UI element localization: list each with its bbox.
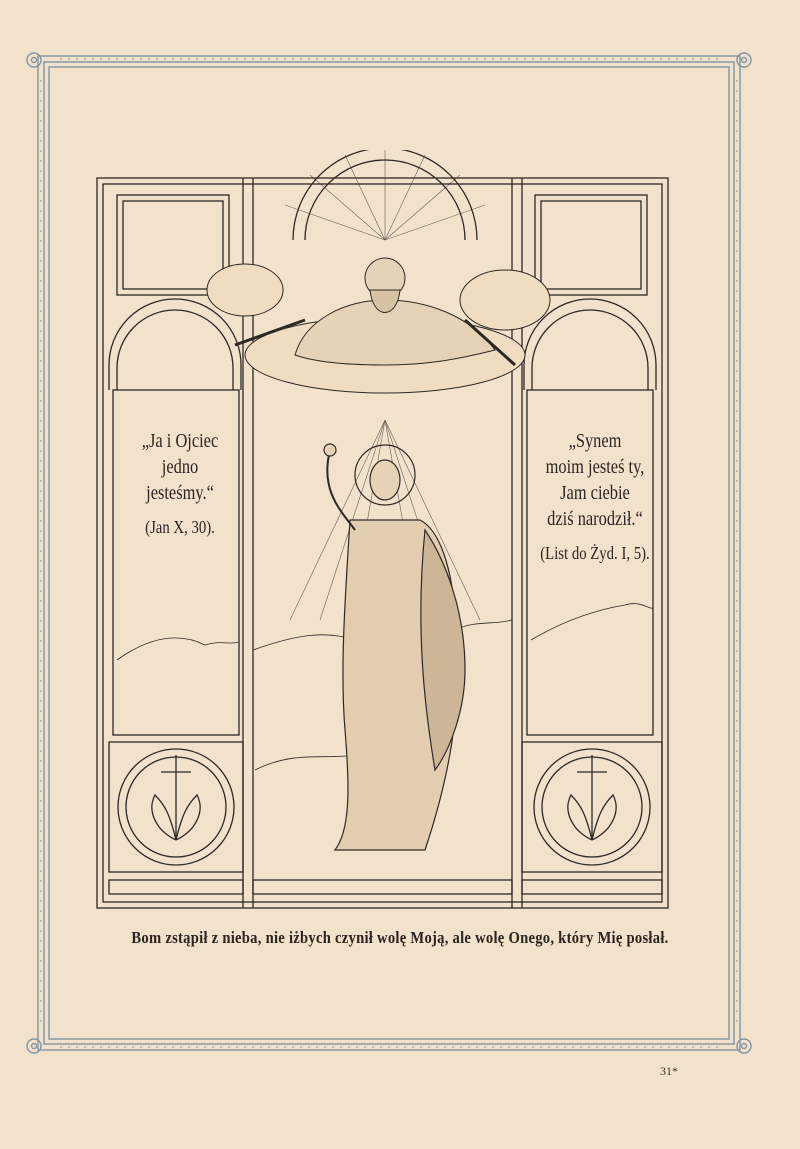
quote-left-citation: (Jan X, 30). — [145, 517, 215, 537]
quote-left-line-2: jedno — [161, 456, 199, 478]
quote-right-line-4: dziś narodził.“ — [547, 508, 643, 530]
quote-right-citation: (List do Żyd. I, 5). — [540, 543, 650, 563]
quote-left — [114, 428, 245, 540]
quote-right-line-3: Jam ciebie — [560, 482, 630, 504]
quote-left-line-1: „Ja i Ojciec — [141, 430, 219, 452]
quote-right — [525, 428, 664, 566]
illustration-caption: Bom zstąpił z nieba, nie iżbych czynił wolę Moją, ale wolę Onego, który Mię posłał. — [131, 928, 669, 947]
quote-left-line-3: jesteśmy.“ — [146, 482, 214, 504]
quote-right-line-2: moim jesteś ty, — [545, 456, 645, 478]
page-number: 31* — [660, 1064, 678, 1078]
quote-right-line-1: „Synem — [568, 430, 622, 452]
